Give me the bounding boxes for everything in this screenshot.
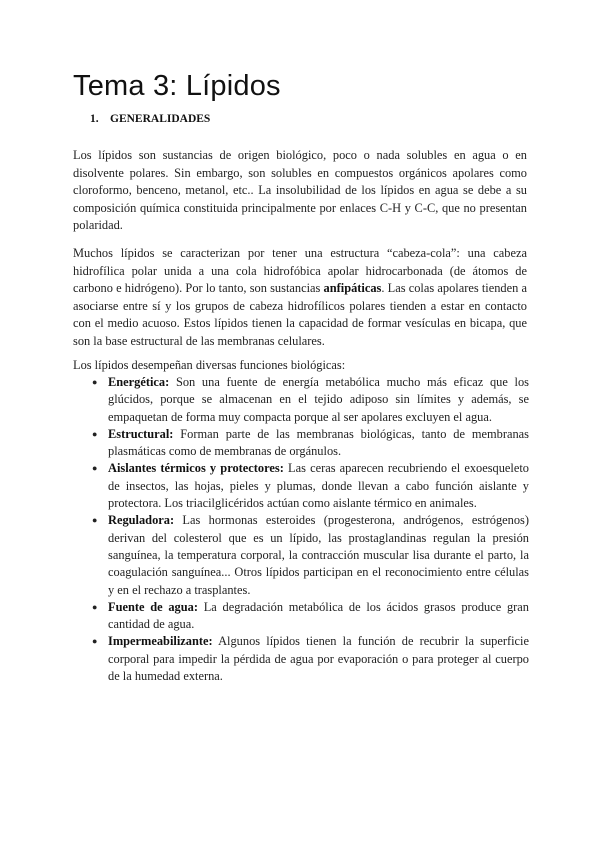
function-term: Energética: <box>108 375 170 389</box>
paragraph-estructura-text-a: Muchos lípidos se caracterizan por tener una estructura “cabeza-cola”: una cabeza hidrofílica polar unida a una cola hidrofóbica apolar hidrocarbonada (de átomos de carbono e hidrógeno). Por lo tanto, son sustancias <box>73 246 527 295</box>
list-item <box>92 426 529 461</box>
function-description: Son una fuente de energía metabólica mucho más eficaz que los glúcidos, porque se almacenan en el tejido adiposo sin límites y además, se empaquetan de forma muy compacta porque al ser apolares excluyen el agua. <box>108 375 529 424</box>
list-item <box>92 633 529 685</box>
paragraph-estructura-text-b: . Las colas apolares tienden a asociarse entre sí y los grupos de cabeza hidrofílicos polares tienden a estar en contacto con el medio acuoso. Estos lípidos tienen la capacidad de formar vesículas en bicapa, que son la base estructural de las membranas celulares. <box>73 281 528 348</box>
bullet-icon: ● <box>92 463 98 474</box>
list-item <box>92 374 529 426</box>
function-description: La degradación metabólica de los ácidos grasos produce gran cantidad de agua. <box>108 599 529 632</box>
paragraph-estructura <box>73 245 527 350</box>
function-term: Aislantes térmicos y protectores: <box>108 461 284 476</box>
function-term: Estructural: <box>108 426 174 441</box>
section-number: 1. <box>90 113 99 125</box>
bullet-icon: ● <box>92 515 98 526</box>
function-description: Las ceras aparecen recubriendo el exoesqueleto de insectos, las hojas, pieles y plumas, donde llevan a cabo función aislante y protectora. Los triacilglicéridos actúan como aislante térmico en animales. <box>108 461 530 511</box>
paragraph-funciones-intro: Los lípidos desempeñan diversas funciones biológicas: <box>73 358 346 372</box>
functions-list <box>92 374 529 685</box>
paragraph-generalidades: Los lípidos son sustancias de origen biológico, poco o nada solubles en agua o en disolvente polares. Sin embargo, son solubles en compuestos orgánicos apolares como cloroformo, benceno, metanol, etc.. La insolubilidad de los lípidos en agua se debe a su composición química constituida principalmente por enlaces C-H y C-C, que no presentan polaridad. <box>73 148 527 232</box>
list-item <box>92 599 529 634</box>
function-description: Algunos lípidos tienen la función de recubrir la superficie corporal para impedir la pérdida de agua por evaporación o para proteger al cuerpo de la humedad externa. <box>108 634 529 684</box>
function-term: Fuente de agua: <box>108 599 198 614</box>
term-anfipaticas: anfipáticas <box>323 281 382 295</box>
bullet-icon: ● <box>92 601 98 612</box>
function-description: Forman parte de las membranas biológicas, tanto de membranas plasmáticas como de membranas de orgánulos. <box>108 426 529 459</box>
bullet-icon: ● <box>92 636 98 647</box>
section-heading <box>90 113 210 125</box>
bullet-icon: ● <box>92 428 98 439</box>
page-title: Tema 3: Lípidos <box>73 70 281 102</box>
list-item <box>92 460 529 512</box>
section-label: GENERALIDADES <box>110 113 211 125</box>
function-description: Las hormonas esteroides (progesterona, andrógenos, estrógenos) derivan del colesterol que es un lípido, las prostaglandinas regulan la presión sanguínea, la temperatura corporal, la contracción muscular lisa durante el parto, la coagulación sanguínea... Otros lípidos participan en el reconocimiento entre células y en el rechazo a trasplantes. <box>108 513 529 597</box>
bullet-icon: ● <box>92 377 98 387</box>
list-item <box>92 512 529 598</box>
function-term: Impermeabilizante: <box>108 634 213 649</box>
function-term: Reguladora: <box>108 513 175 528</box>
